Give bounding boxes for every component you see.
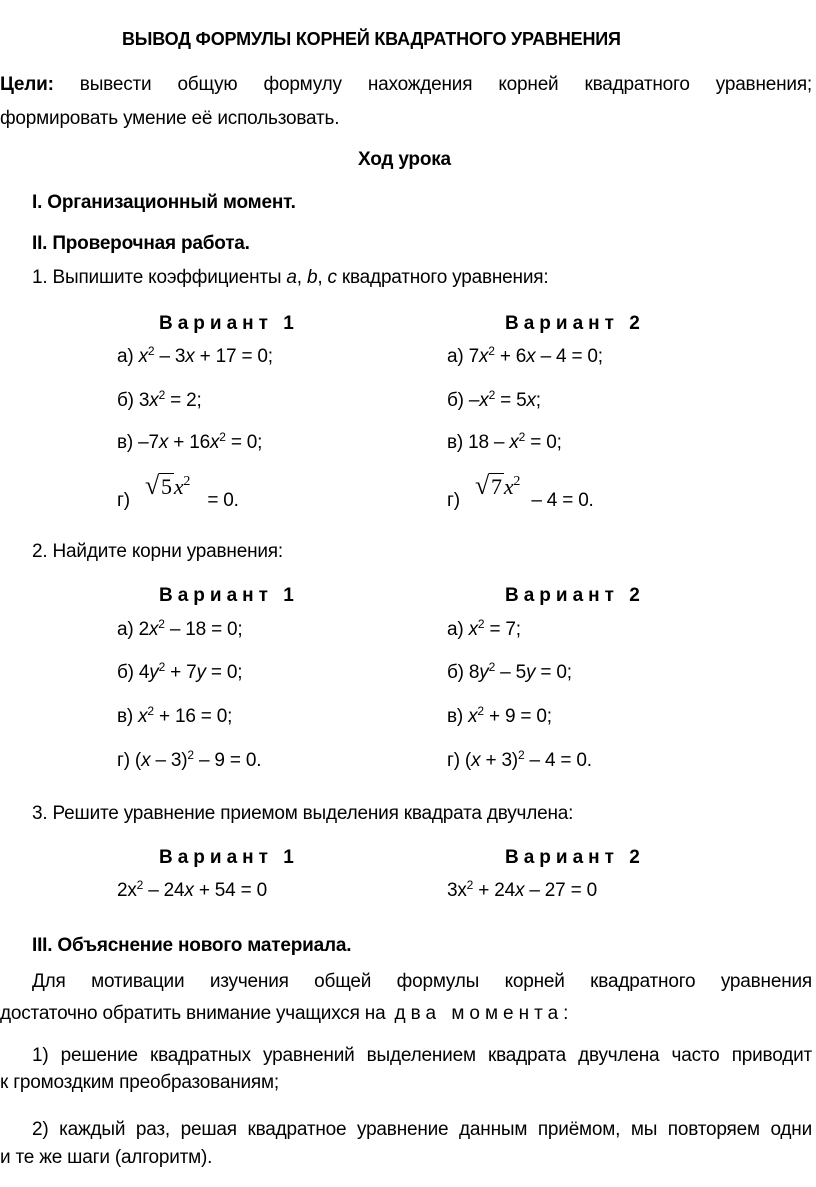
- explanation-p1-line-1: Для мотивации изучения общей формулы корней квадратного уравнения: [32, 971, 812, 992]
- item-d-suffix: – 4 = 0.: [531, 490, 594, 511]
- task-1-variant-2-heading: Вариант 2: [505, 313, 645, 334]
- item-d-label: г): [447, 490, 460, 511]
- explanation-p3-line-2: и те же шаги (алгоритм).: [0, 1147, 213, 1168]
- task-3-v1-equation: $2x^2 - 24x + 54 = 0$: [117, 878, 267, 901]
- task-1-v2-item-c: в) $18 - x^2 = 0$;: [447, 430, 562, 453]
- task-3-v2-equation: $3x^2 + 24x - 27 = 0$: [447, 878, 597, 901]
- item-d-suffix: = 0.: [207, 490, 239, 511]
- explanation-p1-line-2: [0, 1002, 568, 1026]
- sqrt-expression: $√7x^2$: [474, 471, 521, 500]
- p1-line-2-spaced: два момента: [394, 1003, 564, 1024]
- page-title: ВЫВОД ФОРМУЛЫ КОРНЕЙ КВАДРАТНОГО УРАВНЕНИЯ: [122, 29, 621, 49]
- goals-line-1: [0, 73, 812, 97]
- sqrt-radicand: 7: [491, 474, 502, 499]
- task-2-v2-item-a: а) $x^2 = 7$;: [447, 617, 521, 640]
- goals-line-2: формировать умение её использовать.: [0, 108, 340, 129]
- item-d-label: г): [117, 490, 130, 511]
- explanation-p2-line-1: 1) решение квадратных уравнений выделением квадрата двучлена часто приводит: [32, 1045, 812, 1066]
- task-1-v1-item-a: а) $x^2 - 3x + 17 = 0$;: [117, 344, 273, 367]
- task-2-v2-item-d: г) $(x + 3)^2 - 4 = 0$.: [447, 748, 592, 771]
- goals-label: Цели:: [0, 74, 54, 95]
- task-1-v2-item-d: [447, 471, 594, 513]
- section-3-heading: III. Объяснение нового материала.: [32, 935, 352, 956]
- task-2-variant-2-heading: Вариант 2: [505, 585, 645, 606]
- task-1-prefix: 1. Выпишите коэффициенты: [32, 267, 287, 288]
- task-2-v2-item-c: в) $x^2 + 9 = 0$;: [447, 704, 552, 727]
- task-2-v1-item-a: а) $2x^2 - 18 = 0$;: [117, 617, 243, 640]
- goals-text-1: вывести общую формулу нахождения корней квадратного уравнения;: [79, 74, 812, 95]
- sqrt-expression: $√5x^2$: [144, 471, 191, 500]
- task-2-v1-item-d: г) (x – 3)$^2$ – 9 = 0.: [117, 748, 262, 771]
- task-1-heading: 1. Выпишите коэффициенты a, b, c квадратного уравнения:: [32, 267, 549, 288]
- task-2-v2-item-b: б) $8y^2 - 5y = 0$;: [447, 660, 572, 683]
- coef-a: a: [286, 267, 297, 288]
- task-1-v1-item-c: в) $-7x + 16x^2 = 0$;: [117, 430, 263, 453]
- task-1-variant-1-heading: Вариант 1: [159, 313, 299, 334]
- explanation-p2-line-2: к громоздким преобразованиям;: [0, 1072, 279, 1093]
- task-3-variant-1-heading: Вариант 1: [159, 847, 299, 868]
- task-3-heading: 3. Решите уравнение приемом выделения квадрата двучлена:: [32, 803, 574, 824]
- task-1-v1-item-b: б) $3x^2 = 2$;: [117, 388, 202, 411]
- task-2-heading: 2. Найдите корни уравнения:: [32, 541, 283, 562]
- section-2-heading: II. Проверочная работа.: [32, 233, 250, 254]
- sqrt-radicand: 5: [161, 474, 172, 499]
- p1-line-2-text: достаточно обратить внимание учащихся на: [0, 1003, 386, 1024]
- task-1-v2-item-a: а) $7x^2 + 6x - 4 = 0$;: [447, 344, 603, 367]
- task-1-suffix: квадратного уравнения:: [336, 267, 549, 288]
- p1-line-2-end: :: [563, 1003, 569, 1024]
- coef-c: c: [327, 267, 337, 288]
- task-2-variant-1-heading: Вариант 1: [159, 585, 299, 606]
- lesson-heading: Ход урока: [358, 149, 451, 170]
- task-1-v1-item-d: [117, 471, 239, 513]
- task-1-v2-item-b: б) $-x^2 = 5x$;: [447, 388, 541, 411]
- coef-b: b: [306, 267, 318, 288]
- section-1-heading: I. Организационный момент.: [32, 192, 296, 213]
- task-2-v1-item-c: в) $x^2 + 16 = 0$;: [117, 704, 233, 727]
- explanation-p3-line-1: 2) каждый раз, решая квадратное уравнение данным приёмом, мы повторяем одни: [32, 1119, 812, 1140]
- task-3-variant-2-heading: Вариант 2: [505, 847, 645, 868]
- task-2-v1-item-b: б) $4y^2 + 7y = 0$;: [117, 660, 243, 683]
